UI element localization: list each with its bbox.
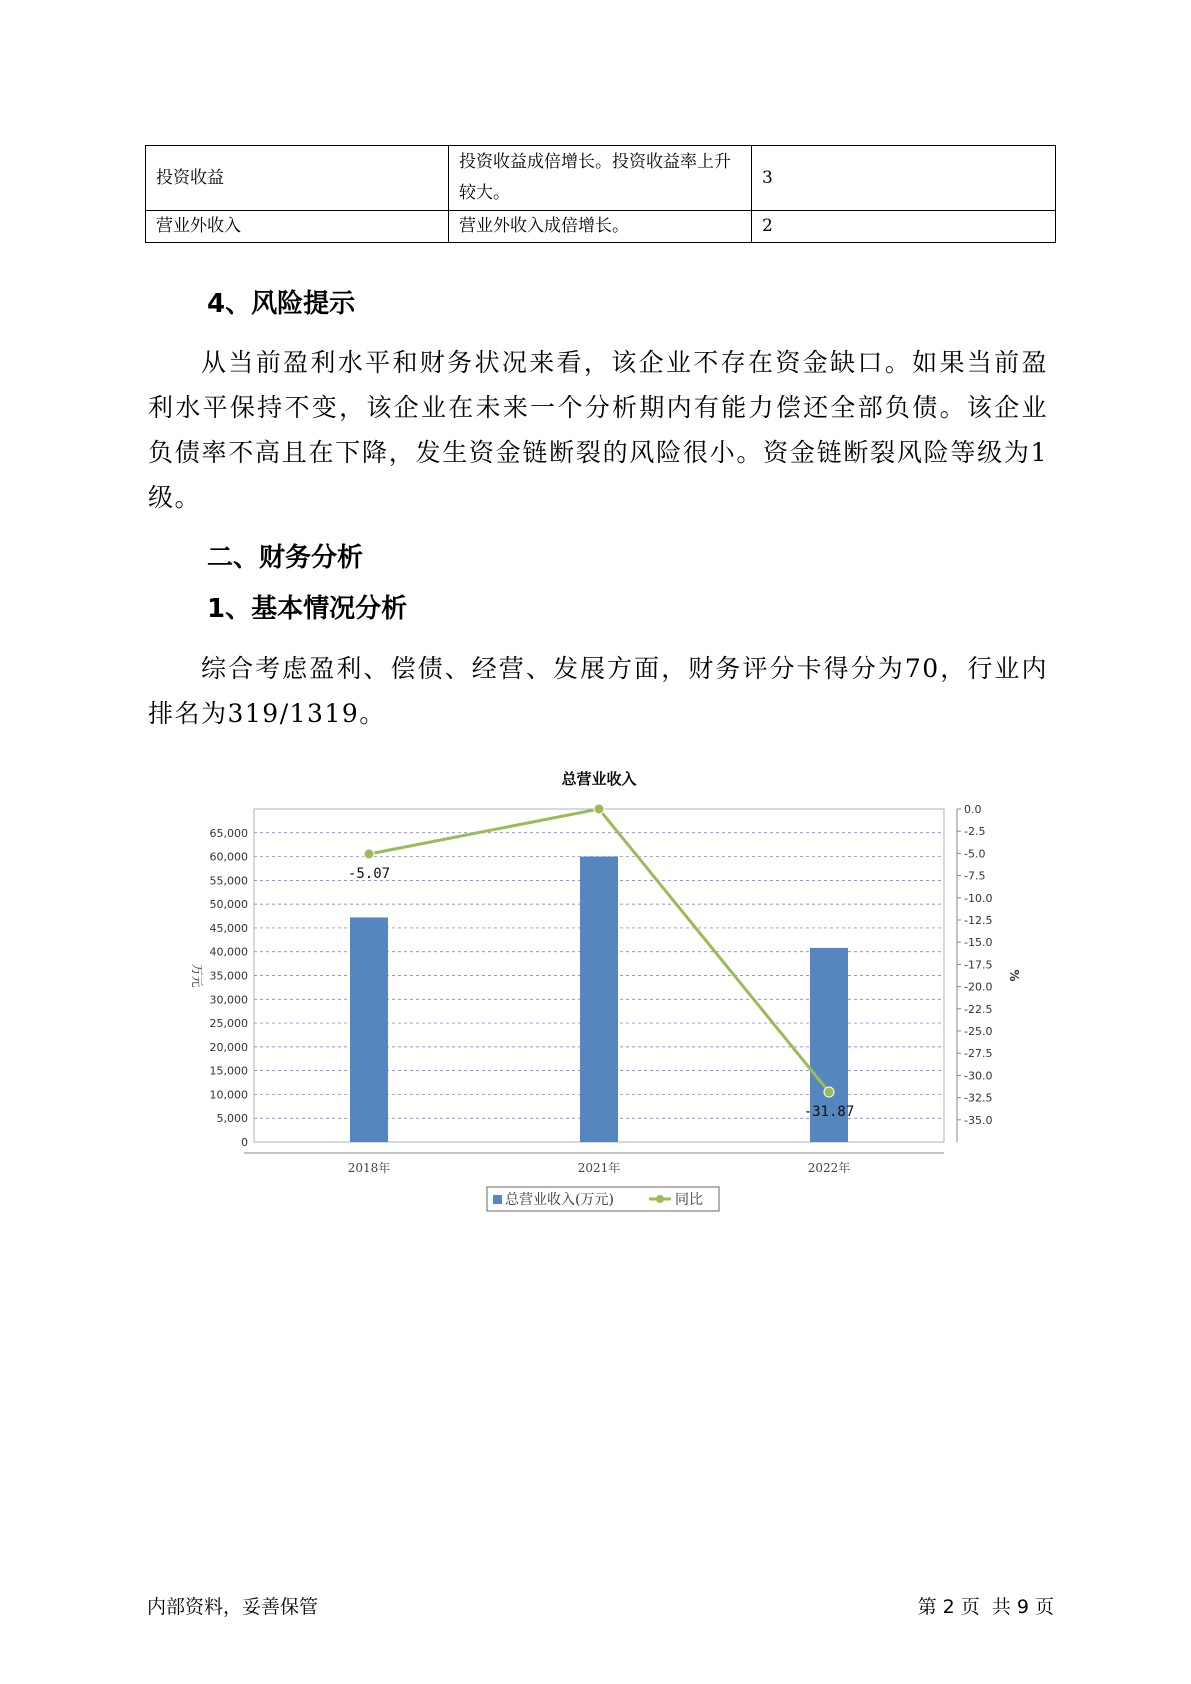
basic-analysis-heading: 1、基本情况分析 xyxy=(207,594,408,624)
line-point xyxy=(364,849,374,859)
y2-tick-label: -5.0 xyxy=(964,847,986,861)
y2-tick-label: 0.0 xyxy=(964,803,982,816)
y-tick-label: 20,000 xyxy=(209,1040,248,1054)
y2-tick-label: -27.5 xyxy=(964,1047,993,1061)
x-tick-label: 2018年 xyxy=(347,1161,391,1175)
table-row xyxy=(146,146,1056,211)
evaluation-table xyxy=(145,145,1056,243)
y-tick-label: 30,000 xyxy=(209,993,248,1007)
data-label: -31.87 xyxy=(803,1104,855,1121)
y-tick-label: 65,000 xyxy=(209,826,248,840)
table-cell-score: 3 xyxy=(752,146,1056,211)
chart-title: 总营业收入 xyxy=(561,770,637,788)
basic-analysis-paragraph: 综合考虑盈利、偿债、经营、发展方面，财务评分卡得分为70，行业内排名为319/1319。 xyxy=(148,654,1048,728)
footer-confidential: 内部资料，妥善保管 xyxy=(147,1596,319,1618)
y-tick-label: 0 xyxy=(241,1136,248,1149)
y-tick-label: 15,000 xyxy=(209,1064,248,1078)
y-tick-label: 5,000 xyxy=(216,1112,248,1126)
x-tick-label: 2021年 xyxy=(577,1161,621,1175)
risk-heading: 4、风险提示 xyxy=(207,289,356,319)
footer-page-number: 第 2 页 共 9 页 xyxy=(917,1596,1054,1618)
line-point xyxy=(824,1087,834,1097)
x-tick-label: 2022年 xyxy=(807,1161,851,1175)
y2-tick-label: -30.0 xyxy=(964,1069,993,1083)
bar xyxy=(350,917,388,1142)
table-cell-desc: 投资收益成倍增长。投资收益率上升较大。 xyxy=(449,146,752,211)
y2-tick-label: -12.5 xyxy=(964,914,993,927)
y2-tick-label: -35.0 xyxy=(964,1113,993,1127)
y-tick-label: 45,000 xyxy=(209,921,248,935)
y2-tick-label: -15.0 xyxy=(964,936,993,950)
y2-tick-label: -20.0 xyxy=(964,980,993,994)
legend-line-marker xyxy=(656,1195,664,1203)
table-cell-item: 营业外收入 xyxy=(146,211,449,243)
y-tick-label: 10,000 xyxy=(209,1088,248,1102)
legend-line-label: 同比 xyxy=(675,1192,703,1208)
y-tick-label: 35,000 xyxy=(209,969,248,983)
table-row xyxy=(146,211,1056,243)
financial-analysis-heading: 二、财务分析 xyxy=(207,543,364,573)
legend-bar-swatch xyxy=(493,1195,502,1204)
y-tick-label: 50,000 xyxy=(209,898,248,912)
y2-tick-label: -22.5 xyxy=(964,1002,993,1016)
revenue-chart xyxy=(175,758,1035,1218)
y2-axis-label: % xyxy=(1007,969,1021,982)
y-tick-label: 55,000 xyxy=(209,874,248,888)
y2-tick-label: -17.5 xyxy=(964,958,993,972)
y-tick-label: 40,000 xyxy=(209,945,248,959)
y-axis-label: 万元 xyxy=(190,963,204,988)
y-tick-label: 25,000 xyxy=(209,1017,248,1031)
y-tick-label: 60,000 xyxy=(209,850,248,864)
table-cell-item: 投资收益 xyxy=(146,146,449,211)
y2-tick-label: -10.0 xyxy=(964,891,993,905)
y2-tick-label: -7.5 xyxy=(964,869,986,883)
legend-bar-label: 总营业收入(万元) xyxy=(505,1192,614,1208)
table-cell-desc: 营业外收入成倍增长。 xyxy=(449,211,752,243)
y2-tick-label: -2.5 xyxy=(964,825,986,839)
data-label: -5.07 xyxy=(347,866,391,883)
line-point xyxy=(594,804,604,814)
y2-tick-label: -32.5 xyxy=(964,1091,993,1105)
bar xyxy=(580,857,618,1142)
y2-tick-label: -25.0 xyxy=(964,1025,993,1038)
table-cell-score: 2 xyxy=(752,211,1056,243)
risk-paragraph: 从当前盈利水平和财务状况来看，该企业不存在资金缺口。如果当前盈利水平保持不变，该企业在未来一个分析期内有能力偿还全部负债。该企业负债率不高且在下降，发生资金链断裂的风险很小。资金链断裂风险等级为1级。 xyxy=(148,348,1048,512)
